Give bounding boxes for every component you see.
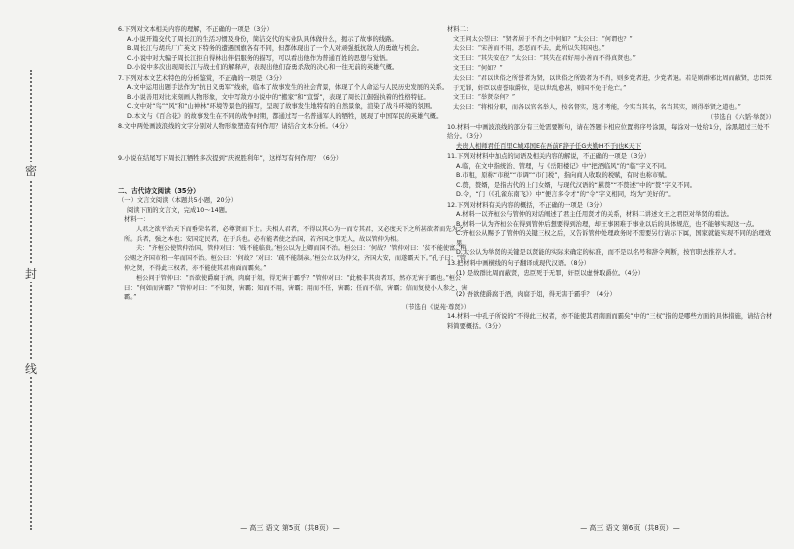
dialogue-line: 文王问太公望曰：“贤者居于不肖之中何如？”太公曰：“何谓也？” xyxy=(453,35,633,43)
binding-margin xyxy=(12,70,50,530)
dialogue-line: 文王曰：“举贤奈何？” xyxy=(453,94,516,102)
dialogue-line: 文王曰：“其失安在？”太公曰：“其失在君好用小善而不得真贤也。” xyxy=(453,55,636,63)
option-c: C.文中对“鸟”“风”和“山神林”环境等景色的描写，呈现了故事发生地特有的自然景象，渲染了战斗环境的氛围。 xyxy=(127,103,437,111)
dialogue-line: 太公曰：“君以世俗之所誉者为贤，以世俗之所毁者为不肖，则多党者进，少党者退。若是则群邪比周而蔽贤，忠臣死于无罪，奸臣以虚誉取爵位，是以世乱愈甚，则国不免于危亡。” xyxy=(453,74,772,92)
question-14: 14.材料一中孔子所说的“不得此三权者，亦不能使其君南面而霸矣”中的“三权”指的是哪些方面的具体措施，请结合材料简要概括。（3分） xyxy=(447,313,773,330)
option-d: D.小说中多次出现周长江与战士们的解释声，表现出他们奋勇杀敌的决心和一往无前的英雄气概。 xyxy=(127,64,399,72)
option-c: C.齐桓公从赐予了管仲的关键三权之后，又告诉管仲处理政务时不需要另行请示下属，国家就能实现不同的治理效果。 xyxy=(456,230,771,247)
option-c: C.小说中对大骗子周长江拒自得林出伴侣服务的描写，可以看出他作为普通百姓的思想与觉悟。 xyxy=(127,54,392,62)
passage-paragraph: 桓公问于管仲曰：“吾欲使爵腐于酒，肉腐于俎，得无害于霸乎？”管仲对曰：“此极非其贵者耳，然亦无害于霸也。”桓公曰：“何如而害霸？”管仲对曰：“不知贤，害霸；知而不用，害霸；用而不任，害霸；任而不信，害霸；信而复使小人参之，害霸。” xyxy=(124,274,468,302)
instruction: 阅读下面的文言文，完成10～14题。 xyxy=(127,206,232,214)
question-stem: 6.下列对文本相关内容的理解，不正确的一项是（3分） xyxy=(118,26,273,33)
option-d: D.本文与《百合花》的故事发生在不同的战争时期，都通过写一名普通军人的牺牲，展现了中国军民的英雄气概。 xyxy=(127,112,443,120)
question-13-part-2: (2) 吾欲使爵腐于酒，肉腐于俎，得无害于霸乎？（4分） xyxy=(456,291,616,299)
option-a: A.小说开篇交代了周长江的生活习惯及身份，简洁交代的实业队具体做什么，揭示了故事的线路。 xyxy=(127,35,398,43)
page-footer-right: — 高三 语文 第6页（共8页）— xyxy=(580,524,680,532)
question-13-part-1: (1) 是故群比周而蔽贤，忠臣死于无罪，奸臣以虚誉取爵位。（4分） xyxy=(456,269,645,277)
question-11 xyxy=(447,152,775,200)
binding-word-feng: 封 xyxy=(20,265,42,282)
option-a: A.材料一以齐桓公与管仲的对话阐述了君主任用贤才的关系，材料二讲述文王之君臣对举贤的看法。 xyxy=(456,211,733,219)
material-label: 材料二： xyxy=(447,26,473,33)
page-footer-left: — 高三 语文 第5页（共8页）— xyxy=(240,524,340,532)
question-6 xyxy=(118,25,470,73)
option-d: D.令，“门（《孔雀东南飞》）中“便言多令才”的“令”字义相同，均为“美好的”。 xyxy=(456,191,675,199)
dialogue-line: 文王曰：“何如？” xyxy=(453,64,503,72)
option-b: B.市租，原称“市税”“市调”“市门税”，指向商人收取的税赋，有时也称市赋。 xyxy=(456,172,671,180)
source-citation: （节选自《六韬·举贤》） xyxy=(706,113,775,121)
dialogue-line: 太公曰：“宋善而不用，恶恶而不去，此所以失其国也。” xyxy=(453,45,605,53)
option-a: A.文中运用出题手法作为“抗日义勇军”线索，临本了故事发生的社会背景，体现了个人命运与人民历史发展的关系。 xyxy=(127,84,449,92)
binding-word-mi: 密 xyxy=(20,162,42,179)
subsection-heading: （一）文言文阅读（本题共5小题，20分） xyxy=(118,197,238,205)
question-12 xyxy=(447,201,775,259)
question-13: 13.把材料中画横线的句子翻译成现代汉语。（8分） xyxy=(447,259,591,267)
option-c: C.赘，赘婿，是指古代的上门女婿，与现代汉语的“累赘”“不赘述”中的“赘”字义不同。 xyxy=(456,181,697,189)
left-column xyxy=(118,25,470,313)
source-citation: （节选自《说苑·尊贤》） xyxy=(401,304,470,312)
right-column xyxy=(447,25,775,332)
question-7 xyxy=(118,74,470,122)
binding-dotted-line xyxy=(30,70,32,530)
sentence-break-line: 夫贵人相师君任百里C城邓国E在吾前F辞子任G夫勤H不于J也K天下 xyxy=(456,143,642,151)
option-a: A.临，在文中指统治、管理，与《岳阳楼记》中“把酒临风”的“临”字义不同。 xyxy=(456,162,671,170)
option-b: B.小说善用对比来刻画人物形象，文中写敌方小说中的“搬家”和“宣誓”，表现了周长江倔强执着的性格特征。 xyxy=(127,93,430,101)
passage-paragraph: 夫：“齐桓公使管仲治国，管仲对曰：‘贱不能临贵。’桓公以为上卿而国不治。桓公曰：‘何故？’管仲对曰：‘贫不能使富。’桓公赐之齐国市租一年而国不治。桓公曰：‘何故？’对曰：‘疏不能制亲。’桓公立以为仲父，齐国大安，而遂霸天下。”孔子曰：“管仲之贤，不得此三权者，亦不能使其君南面而霸矣。” xyxy=(124,245,467,273)
passage-paragraph: 人君之欲平治天下而垂荣名者，必尊贤而下士。夫相人君者，不得以其心为一而专其君，又必度天下之所甚欲者而先为之所。兵者，强之本也；安国定民者，在于兵也。必有能者使之治国，若齐国之事无人，故以管仲为相。 xyxy=(124,225,464,243)
section-heading: 二、古代诗文阅读（35分） xyxy=(118,186,200,195)
binding-word-xian: 线 xyxy=(20,360,42,377)
option-b: B.材料一认为齐桓公在得到管仲后想要得到治理，却王事困难于事业以后的具体规范，也不能够实现这一点。 xyxy=(456,220,759,228)
option-b: B.周长江与胡兵厂广英文下特务的遭遇国旗各有不同，但都体现出了一个人对顽强抵抗敌人的勇敢与机会。 xyxy=(127,45,423,53)
option-d: D.太公认为举贤的关键是以贤能的实际来确定的标准，而不是以名号和辞令判断，按官职去推荐人才。 xyxy=(456,249,740,257)
question-10: 10.材料一中画波浪线的部分有三处需要断句，请在答题卡相应位置将序号涂黑，每涂对一处给1分，涂黑超过三处不给分。（3分） xyxy=(447,123,770,141)
question-stem: 11.下列对材料中加点的词语及相关内容的解说，不正确的一项是（3分） xyxy=(447,152,650,160)
question-stem: 12.下列对材料有关内容的概括，不正确的一项是（3分） xyxy=(447,201,606,209)
question-9: 9.小说在结尾写下周长江牺牲多次提到“庆祝胜利年”，这样写有何作用？（6分） xyxy=(118,155,343,163)
dialogue-line: 太公曰：“将相分职，而各以官名举人，按名督实，选才考能，令实当其名，名当其实，则得举贤之道也。” xyxy=(453,104,741,112)
question-8: 8.文中两处画波浪线的文字分别对人物形象塑造有何作用？请结合文本分析。（4分） xyxy=(118,123,352,131)
material-label: 材料一： xyxy=(124,216,150,224)
question-stem: 7.下列对本文艺术特色的分析鉴赏，不正确的一项是（3分） xyxy=(118,74,286,82)
